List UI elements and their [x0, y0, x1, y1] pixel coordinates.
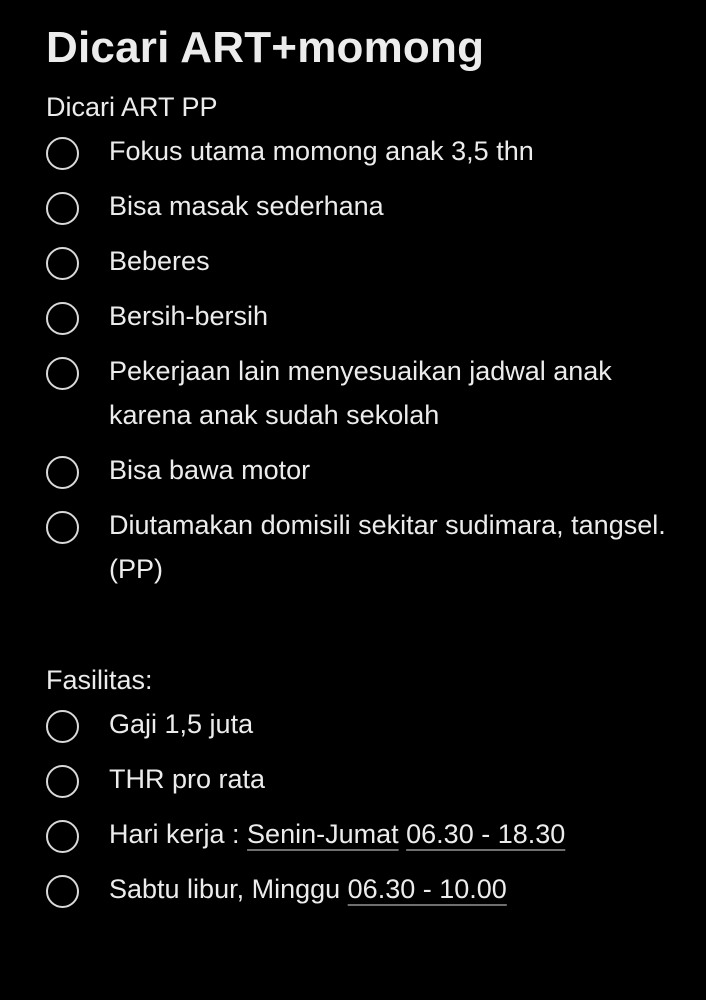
checklist-item: [46, 705, 686, 746]
checklist-item: [46, 506, 686, 591]
checklist-item-text[interactable]: Beberes: [109, 246, 210, 276]
checkbox-circle-icon[interactable]: [46, 765, 79, 798]
time-link-sunday-hours[interactable]: 06.30 - 10.00: [347, 874, 507, 904]
checklist-item-text[interactable]: Bisa masak sederhana: [109, 191, 384, 221]
checkbox-circle-icon[interactable]: [46, 247, 79, 280]
checkbox-circle-icon[interactable]: [46, 302, 79, 335]
checklist-item: [46, 451, 686, 492]
checkbox-circle-icon[interactable]: [46, 357, 79, 390]
text-gap: [399, 819, 407, 849]
checklist-item-text[interactable]: Fokus utama momong anak 3,5 thn: [109, 136, 534, 166]
checkbox-circle-icon[interactable]: [46, 710, 79, 743]
time-link-weekday-hours[interactable]: 06.30 - 18.30: [406, 819, 566, 849]
checklist-item: [46, 352, 686, 437]
checklist-item: [46, 242, 686, 283]
checklist-item-text[interactable]: Diutamakan domisili sekitar sudimara, tangsel. (PP): [109, 510, 666, 584]
note-body: [46, 22, 686, 925]
checklist-item: [46, 132, 686, 173]
checklist-item: [46, 870, 686, 911]
blank-line: [46, 605, 686, 663]
checkbox-circle-icon[interactable]: [46, 137, 79, 170]
work-days-prefix: Hari kerja :: [109, 819, 248, 849]
checkbox-circle-icon[interactable]: [46, 192, 79, 225]
facilities-checklist: [46, 705, 686, 911]
checklist-item-text[interactable]: [109, 812, 565, 856]
checklist-item: [46, 815, 686, 856]
checkbox-circle-icon[interactable]: [46, 511, 79, 544]
checkbox-circle-icon[interactable]: [46, 456, 79, 489]
checklist-item-text[interactable]: [109, 867, 507, 911]
checkbox-circle-icon[interactable]: [46, 875, 79, 908]
checklist-item: [46, 760, 686, 801]
checklist-item: [46, 187, 686, 228]
section-label-requirements[interactable]: Dicari ART PP: [46, 92, 218, 122]
checklist-item: [46, 297, 686, 338]
checklist-item-text[interactable]: Pekerjaan lain menyesuaikan jadwal anak karena anak sudah sekolah: [109, 356, 612, 430]
section-label-facilities[interactable]: Fasilitas:: [46, 665, 153, 695]
checklist-item-text[interactable]: THR pro rata: [109, 764, 266, 794]
checklist-item-text[interactable]: Bisa bawa motor: [109, 455, 311, 485]
checklist-item-text[interactable]: Gaji 1,5 juta: [109, 709, 254, 739]
checklist-item-text[interactable]: Bersih-bersih: [109, 301, 269, 331]
date-link-days[interactable]: Senin-Jumat: [247, 819, 399, 849]
requirements-checklist: [46, 132, 686, 591]
weekend-prefix: Sabtu libur, Minggu: [109, 874, 348, 904]
note-title[interactable]: Dicari ART+momong: [46, 23, 485, 72]
checkbox-circle-icon[interactable]: [46, 820, 79, 853]
